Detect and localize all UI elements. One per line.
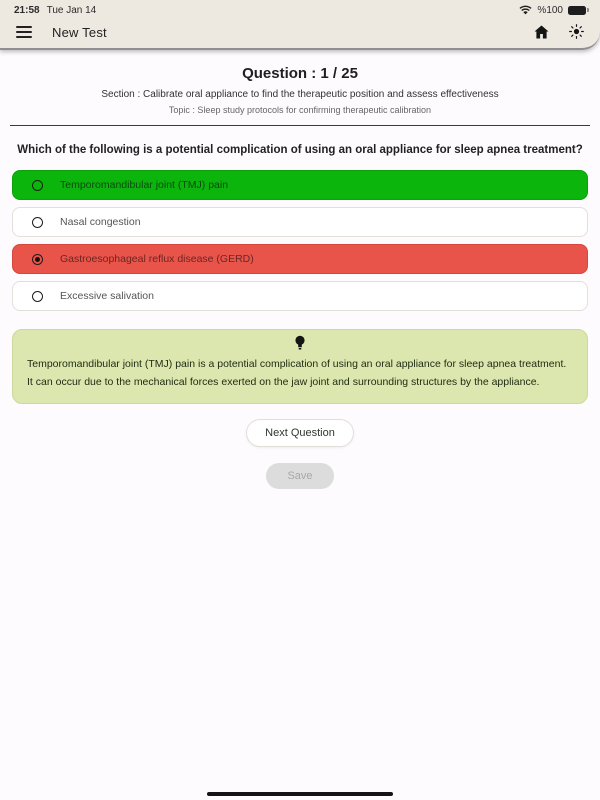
- save-button[interactable]: Save: [266, 463, 333, 489]
- top-app-bar: [0, 0, 600, 50]
- answer-option[interactable]: [12, 281, 588, 311]
- radio-icon: [32, 217, 43, 228]
- home-button[interactable]: [534, 23, 549, 41]
- status-bar: [0, 0, 600, 18]
- option-label: Gastroesophageal reflux disease (GERD): [60, 253, 254, 265]
- battery-icon: [568, 6, 586, 15]
- divider: [10, 125, 590, 126]
- option-label: Excessive salivation: [60, 290, 154, 302]
- menu-icon[interactable]: [16, 26, 32, 38]
- battery-percent: %100: [537, 4, 563, 16]
- question-counter: Question : 1 / 25: [242, 65, 358, 82]
- status-date: Tue Jan 14: [46, 4, 97, 16]
- explanation-box: [12, 329, 588, 404]
- option-label: Nasal congestion: [60, 216, 141, 228]
- question-section: Section : Calibrate oral appliance to find the therapeutic position and assess effectiveness: [101, 89, 499, 100]
- theme-toggle-button[interactable]: [569, 23, 584, 41]
- radio-icon: [32, 180, 43, 191]
- question-screen: [0, 50, 600, 489]
- answer-options: [12, 170, 588, 311]
- question-topic: Topic : Sleep study protocols for confirming therapeutic calibration: [168, 105, 432, 115]
- lightbulb-icon: [27, 335, 573, 352]
- explanation-text: Temporomandibular joint (TMJ) pain is a potential complication of using an oral appliance for sleep apnea treatment. It can occur due to the mechanical forces exerted on the jaw joint and surrounding structures by the appliance.: [27, 358, 567, 389]
- answer-option[interactable]: [12, 207, 588, 237]
- answer-option-selected-incorrect[interactable]: [12, 244, 588, 274]
- wifi-icon: [519, 5, 532, 16]
- brightness-icon: [569, 23, 584, 41]
- page-title: New Test: [52, 24, 107, 40]
- answer-option-correct[interactable]: [12, 170, 588, 200]
- question-text: Which of the following is a potential complication of using an oral appliance for sleep apnea treatment?: [17, 144, 583, 156]
- next-question-button[interactable]: Next Question: [246, 419, 354, 447]
- home-indicator-bar[interactable]: [207, 792, 393, 797]
- home-icon: [534, 23, 549, 41]
- status-time: 21:58: [14, 4, 40, 16]
- radio-checked-icon: [32, 254, 43, 265]
- option-label: Temporomandibular joint (TMJ) pain: [60, 179, 229, 191]
- radio-icon: [32, 291, 43, 302]
